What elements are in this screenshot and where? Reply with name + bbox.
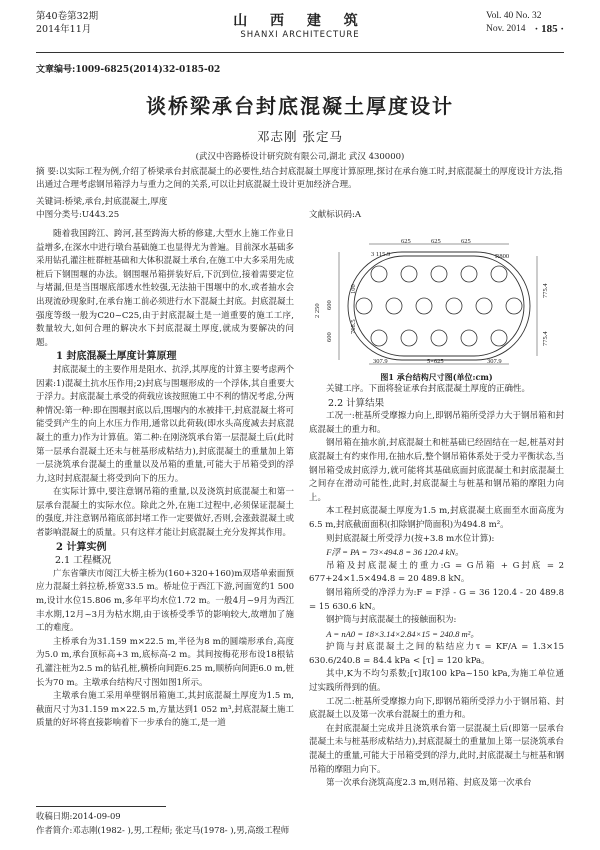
pile-circle xyxy=(356,298,372,314)
formula: F浮 = PA = 73×494.8 = 36 120.4 kN。 xyxy=(326,547,464,558)
date-cn: 2014年11月 xyxy=(36,24,92,35)
pile-circle xyxy=(461,266,477,282)
pile-circle xyxy=(371,266,387,282)
dim-bottom-2: 5×625 xyxy=(427,358,444,365)
dim-top-2: 625 xyxy=(431,238,441,245)
paragraph: 本工程封底混凝土厚度为1.5 m,封底混凝土底面至水面高度为6.5 m,封底截面面积(扣除钢护筒面积)为494.8 m²。 xyxy=(309,506,564,530)
pile-circle xyxy=(371,330,387,346)
classification-number: 中图分类号:U443.25 xyxy=(36,210,120,220)
paragraph: 工况一:桩基所受摩擦力向上,即钢吊箱所受浮力大于钢吊箱和封底混凝土的重力和。 xyxy=(309,411,564,435)
section-heading: 1 封底混凝土厚度计算原理 xyxy=(56,351,177,363)
article-number: 文章编号:1009-6825(2014)32-0185-02 xyxy=(36,65,221,75)
paragraph: 关键工序。下面将验证承台封底混凝土厚度的正确性。 xyxy=(326,384,531,394)
received-date: 收稿日期:2014-09-09 xyxy=(36,811,121,821)
dim-left-3: 600 xyxy=(326,300,333,310)
dim-right-1: 775.4 xyxy=(542,283,549,298)
paragraph: 钢护筒与封底混凝土的接触面积为: xyxy=(326,615,457,626)
pile-circle xyxy=(401,330,417,346)
paragraph: 在实际计算中,要注意钢吊箱的重量,以及浇筑封底混凝土和第一层承台混凝土的实际水位。除此之外,在施工过程中,必须保证混凝土的强度,并注意钢吊箱底部封堵工作一定要做好,否则,会涨鼓混凝土或者影响混凝土的质量。只有这样才能让封底混凝土充分发挥其作用。 xyxy=(36,487,294,539)
paragraph: 第一次承台浇筑高度2.3 m,则吊箱、封底及第一次承台 xyxy=(326,778,532,789)
author-bio: 作者简介:邓志刚(1982- ),男,工程师; 张定马(1978- ),男,高级工程师 xyxy=(36,825,290,835)
keywords: 关键词:桥梁,承台,封底混凝土,厚度 xyxy=(36,197,168,207)
pile-circle xyxy=(506,298,522,314)
dim-right-2: 775.4 xyxy=(542,331,549,346)
running-header xyxy=(36,8,564,53)
pile-circle xyxy=(416,298,432,314)
paragraph: 护筒与封底混凝土之间的粘结应力τ = KF/A = 1.3×15 630.6/240.8 = 84.4 kPa < [τ] = 120 kPa。 xyxy=(309,642,564,666)
paragraph: 广东省肇庆市阅江大桥主桥为(160+320+160)m双塔单索面预应力混凝土斜拉桥,桥宽33.5 m。桥址位于西江下游,河面宽约1 500 m,设计水位15.806 m,多年平均水位1.72 m。一般4月~9月为西江丰水期,12月~3月为枯水期,由于该桥受季节的影响较大,故增加了施工的难度。 xyxy=(36,568,294,634)
pile-circle xyxy=(431,266,447,282)
pile-circle xyxy=(401,266,417,282)
journal-name-cn: 山 西 建 筑 xyxy=(233,13,367,29)
cofferdam-outline xyxy=(348,252,530,360)
subsection-heading: 2.2 计算结果 xyxy=(328,397,385,409)
cap-outline xyxy=(354,256,524,356)
dim-left-2: 600 xyxy=(326,332,333,342)
foundation-drawing xyxy=(309,238,564,366)
header-right xyxy=(486,10,564,36)
abstract xyxy=(36,166,564,192)
journal-name xyxy=(36,10,564,40)
date-en: Nov. 2014 xyxy=(486,24,526,34)
pile-circle xyxy=(446,298,462,314)
right-column xyxy=(309,383,564,791)
abstract-text: 摘 要:以实际工程为例,介绍了桥梁承台封底混凝土的必要性,结合封底混凝土厚度计算原理,探讨在承台施工时,封底混凝土的厚度设计方法,指出通过合理考虑钢吊箱浮力与重力之间的关系,可以让封底混凝土设计更加经济合理。 xyxy=(36,167,563,190)
dim-bottom-3: 307.9 xyxy=(487,358,502,365)
authors: 邓志刚 张定马 xyxy=(257,129,343,144)
dim-misc-2: R800 xyxy=(495,253,510,260)
paragraph: 封底混凝土的主要作用是阻水、抗浮,其厚度的计算主要考虑两个因素:1)混凝土抗水压作用;2)封底与围堰形成的一个浮体,其自重要大于浮力。封底混凝土承受的荷载应该按照施工中不利的情况考虑,分两种情况:第一种:即在围堰封底以后,围堰内的水被排干,封底混凝土将可能受到产生的向上水压力作用,通常以此荷载(即水头高度减去封底混凝土的重力)作为计算值。第二种:在刚浇筑承台第一层混凝土后(此时第一层承台混凝土还未与桩基形成粘结力),封底混凝土的重量加上第一层浇筑承台混凝土的重量以及吊箱的重量,可能大于吊箱受到的浮力,这时封底混凝土将受到向下的压力。 xyxy=(36,364,294,484)
paragraph: 主桥承台为31.159 m×22.5 m,半径为8 m的圆端形承台,高度为5.0 m,承台顶标高+3 m,底标高-2 m。其间按梅花形布设18根钻孔灌注桩为2.5 m的钻孔桩,横桥向间距6.25 m,顺桥向间距6.0 m,桩长为70 m。主墩承台结构尺寸图如图1所示。 xyxy=(36,636,294,688)
document-code: 文献标识码:A xyxy=(309,210,362,220)
paragraph: 在封底混凝土完成并且浇筑承台第一层混凝土后(即第一层承台混凝土未与桩基形成粘结力),封底混凝土的重量加上第一层浇筑承台混凝土的重量,可能大于吊箱受到的浮力,此时,封底混凝土与桩基和钢吊箱的摩阻力向下。 xyxy=(309,723,564,775)
paper-title: 谈桥梁承台封底混凝土厚度设计 xyxy=(146,94,454,118)
pile-circle xyxy=(491,266,507,282)
paragraph: 工况二:桩基所受摩擦力向下,即钢吊箱所受浮力小于钢吊箱、封底混凝土以及第一次承台混凝土的重力和。 xyxy=(309,696,564,721)
paragraph: 其中,K为不均匀系数;[τ]取100 kPa~150 kPa,为施工单位通过实践所得到的值。 xyxy=(309,669,564,694)
journal-name-en: SHANXI ARCHITECTURE xyxy=(240,30,360,40)
pile-circle xyxy=(476,298,492,314)
dim-bottom-1: 307.9 xyxy=(373,358,388,365)
paragraph: 钢吊箱所受的净浮力为:F = F浮 - G = 36 120.4 - 20 489.8 = 15 630.6 kN。 xyxy=(309,587,564,612)
figure-1 xyxy=(309,238,564,380)
dim-top-1: 625 xyxy=(401,238,411,245)
pile-circle xyxy=(461,330,477,346)
pile-circle xyxy=(386,298,402,314)
pile-circle xyxy=(431,330,447,346)
paragraph: 则封底混凝土所受浮力(按+3.8 m水位计算): xyxy=(326,533,495,544)
paragraph: 钢吊箱在抽水前,封底混凝土和桩基础已经固结在一起,桩基对封底混凝土有约束作用,在抽水后,整个钢吊箱体系处于受力平衡状态,当钢吊箱受成封底浮力,就可能将其基础底面封底混凝土和封底混凝土之间存在滑动可能性,此时,封底混凝土与桩基和钢吊箱的摩阻力向上。 xyxy=(309,438,564,503)
paragraph: 吊箱及封底混凝土的重力:G = G吊箱 + G封底 = 2 677+24×1.5×494.8 = 20 489.8 kN。 xyxy=(309,560,564,585)
pile-circle xyxy=(491,330,507,346)
dim-top-3: 625 xyxy=(461,238,471,245)
dim-left-1: 2 250 xyxy=(314,303,321,318)
volume-cn: 第40卷第32期 xyxy=(36,11,99,22)
volume-en: Vol. 40 No. 32 xyxy=(486,11,542,21)
dim-mid-1: 100 xyxy=(350,284,357,294)
paragraph: 随着我国跨江、跨河,甚至跨海大桥的修建,大型水上施工作业日益增多,在深水中进行墩台基础施工也显得尤为普遍。目前深水基础多采用钻孔灌注桩群桩基础和大体积混凝土承台,在施工中大多采用先成桩后下钢围堰的办法。钢围堰吊箱拼装好后,下沉到位,接着需要定位与堵漏,但是当围堰底部透水性较强,无法抽干围堰中的水,或者抽水会出现流砂现象时,在承台施工前必须进行水下混凝土封底。封底混凝土强度等级一般为C20~C25,由于封底混凝土是一道重要的施工工序,数量较大,如何合理的解决水下封底混凝土厚度,就成为要解决的问题。 xyxy=(36,229,294,348)
page-number: · 185 · xyxy=(534,23,564,35)
subsection-heading: 2.1 工程概况 xyxy=(55,555,112,567)
dim-misc-1: 3 115.9 xyxy=(371,251,391,258)
footnote-divider xyxy=(36,806,166,807)
formula: A = nA0 = 18×3.14×2.84×15 = 240.8 m²。 xyxy=(326,628,479,639)
affiliation: (武汉中咨路桥设计研究院有限公司,湖北 武汉 430000) xyxy=(195,152,405,162)
left-column xyxy=(36,228,294,731)
section-heading: 2 计算实例 xyxy=(56,541,107,553)
dim-mid-2: 768.5 xyxy=(350,319,357,334)
figure-caption: 图1 承台结构尺寸图(单位:cm) xyxy=(380,372,493,382)
paragraph: 主墩承台施工采用单壁钢吊箱施工,其封底混凝土厚度为1.5 m,截面尺寸为31.159 m×22.5 m,方量达到1 052 m³,封底混凝土施工质量的好坏将直接影响着下一步承台的施工,是一道 xyxy=(36,691,294,729)
